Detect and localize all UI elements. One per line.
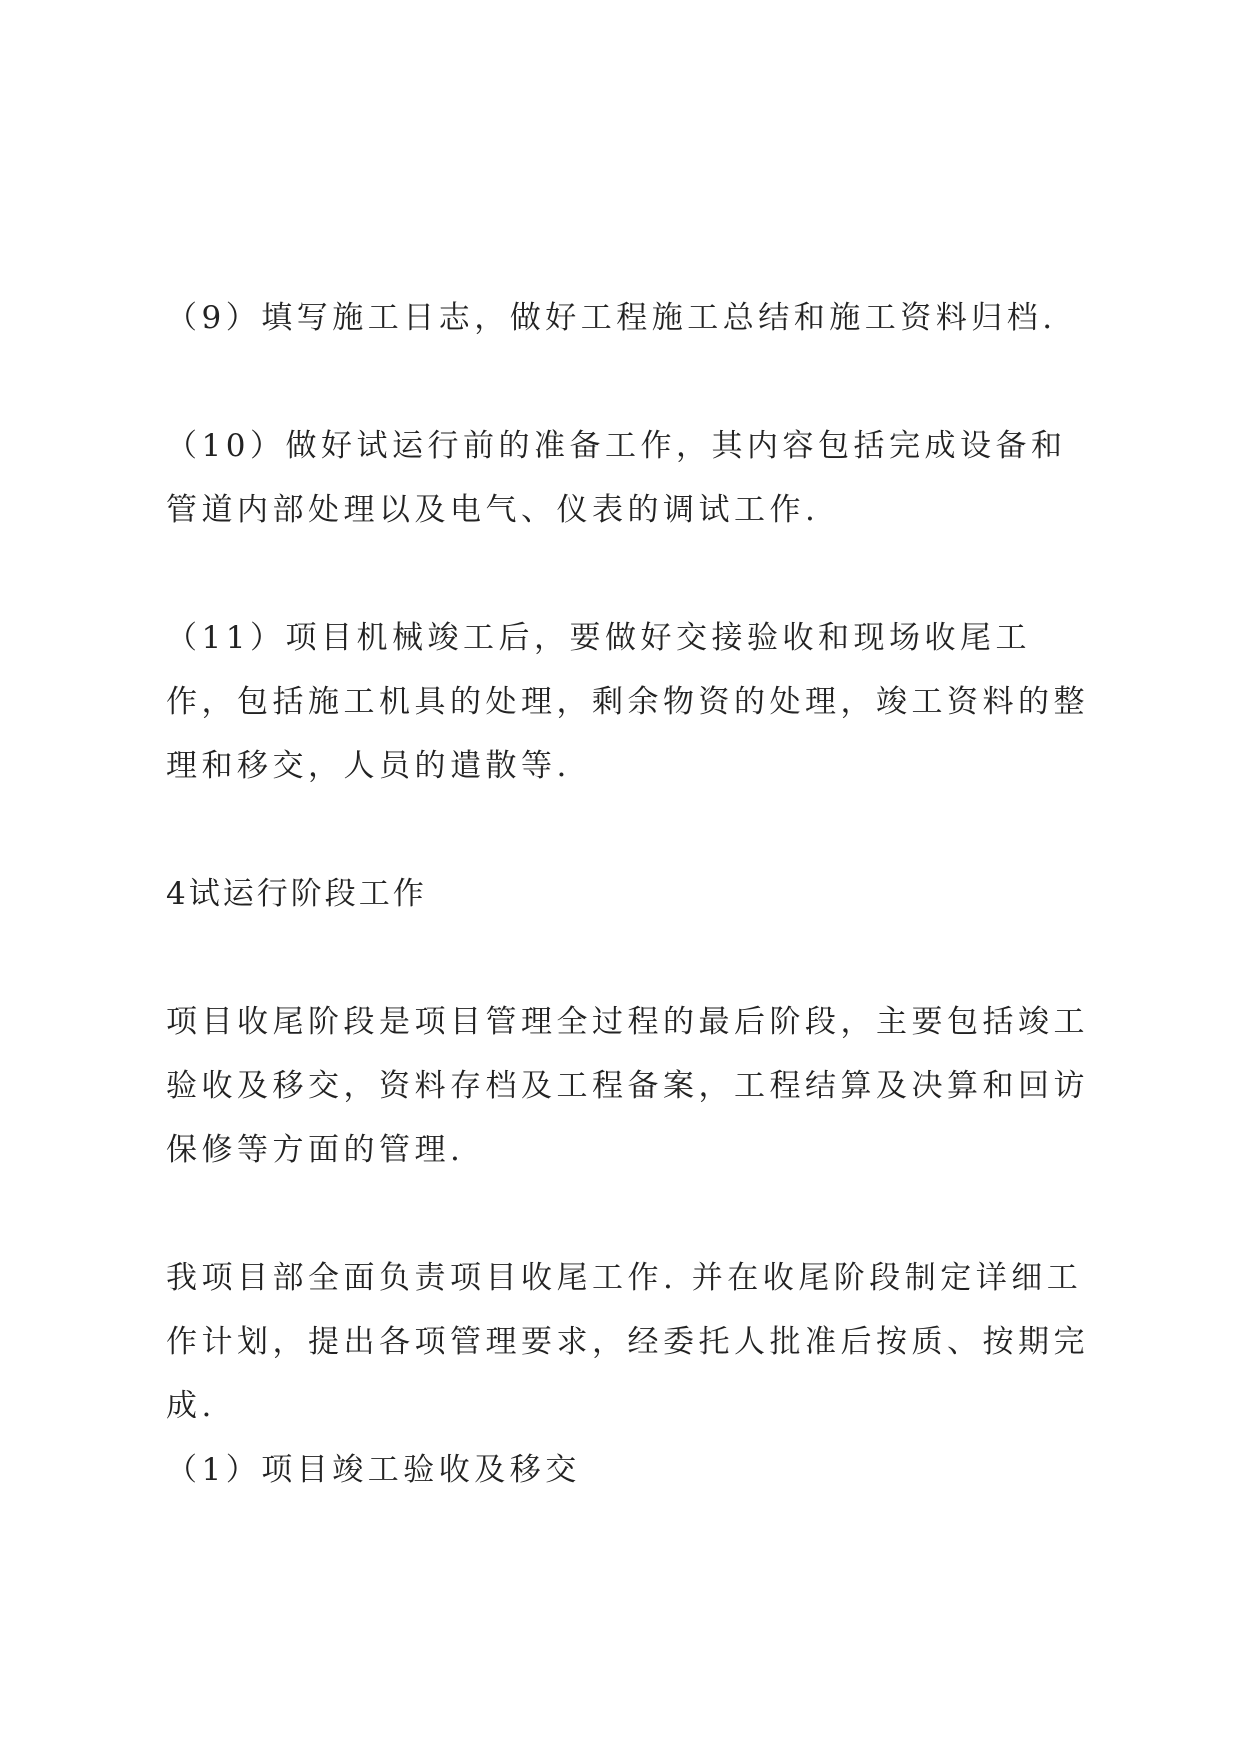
paragraph-closeout-intro: 项目收尾阶段是项目管理全过程的最后阶段，主要包括竣工验收及移交，资料存档及工程备案，工程结算及决算和回访保修等方面的管理. bbox=[166, 1004, 1089, 1168]
subsection-heading: （1）项目竣工验收及移交 bbox=[166, 1452, 581, 1488]
section-heading: 4试运行阶段工作 bbox=[166, 876, 427, 912]
paragraph-item-10: （10）做好试运行前的准备工作，其内容包括完成设备和管道内部处理以及电气、仪表的调试工作. bbox=[166, 428, 1067, 528]
paragraph-item-11: （11）项目机械竣工后，要做好交接验收和现场收尾工作，包括施工机具的处理，剩余物资的处理，竣工资料的整理和移交，人员的遣散等. bbox=[166, 620, 1089, 784]
paragraph-project-dept: 我项目部全面负责项目收尾工作. 并在收尾阶段制定详细工作计划，提出各项管理要求，经委托人批准后按质、按期完成. bbox=[166, 1260, 1089, 1424]
paragraph-item-9: （9）填写施工日志，做好工程施工总结和施工资料归档. bbox=[166, 300, 1057, 336]
